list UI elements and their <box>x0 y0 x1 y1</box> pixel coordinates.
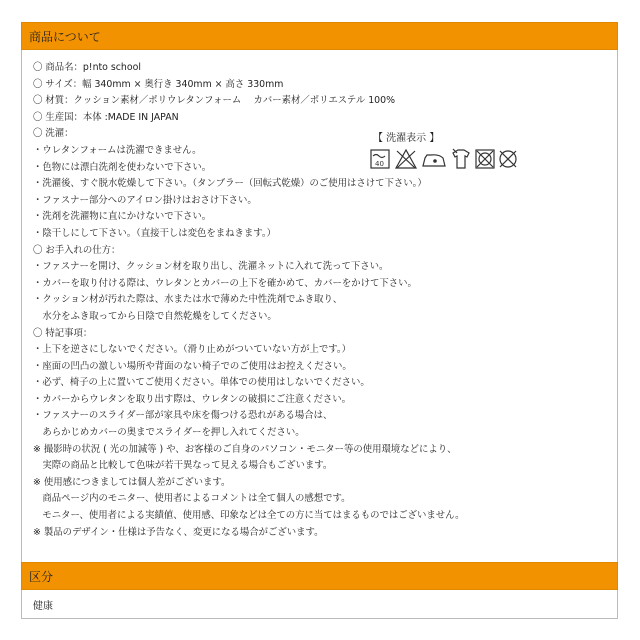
description-line: 〇 お手入れの仕方： <box>33 244 121 256</box>
description-line: ・必ず、椅子の上に置いてご使用ください。単体での使用はしないでください。 <box>33 377 370 389</box>
iron-icon <box>423 155 445 166</box>
description-line: ・洗濯後、すぐ脱水乾燥して下さい。（タンブラー（回転式乾燥）のご使用はさけて下さい。） <box>33 178 427 190</box>
wash-temp-label: 40 <box>375 160 384 168</box>
category-body <box>21 590 618 619</box>
description-line: 〇 洗濯： <box>33 128 74 140</box>
dry-shade-icon <box>453 149 469 168</box>
no-dry-clean-icon <box>500 151 516 167</box>
product-description <box>33 60 613 541</box>
description-line: 実際の商品と比較して色味が若干異なって見える場合もございます。 <box>33 460 333 472</box>
care-label-title: 【 洗濯表示 】 <box>373 133 440 144</box>
description-line: ・ファスナーのスライダー部が家具や床を傷つける恐れがある場合は、 <box>33 410 333 422</box>
no-tumble-dry-icon <box>476 150 494 168</box>
description-line: 〇 生産国：本体 :MADE IN JAPAN <box>33 111 179 123</box>
section-header-product: 商品について <box>21 22 618 50</box>
product-info-frame <box>21 22 618 619</box>
description-line: 〇 サイズ：幅 340mm × 奥行き 340mm × 高さ 330mm <box>33 78 284 90</box>
description-line: ・カバーを取り付ける際は、ウレタンとカバーの上下を確かめて、カバーをかけて下さい。 <box>33 277 417 289</box>
description-line: 〇 特記事項： <box>33 327 93 339</box>
section-header-category: 区分 <box>21 562 618 590</box>
description-line: ・ファスナー部分へのアイロン掛けはおさけ下さい。 <box>33 194 257 206</box>
description-line: ・洗剤を洗濯物に直にかけないで下さい。 <box>33 211 212 223</box>
description-line: ※ 撮影時の状況 ( 光の加減等 ) や、お客様のご自身のパソコン・モニター等の使用環境などにより、 <box>33 443 457 455</box>
description-line: あらかじめカバーの奥までスライダーを押し入れてください。 <box>33 427 305 439</box>
description-line: ・座面の凹凸の激しい場所や背面のない椅子でのご使用はお控えください。 <box>33 360 352 372</box>
description-line: モニター、使用者による実績値、使用感、印象などは全ての方に当てはまるものではございません。 <box>33 510 465 522</box>
description-line: ・クッション材が汚れた際は、水または水で薄めた中性洗剤でふき取り、 <box>33 294 343 306</box>
description-line: 〇 商品名：p!nto school <box>33 62 141 73</box>
description-line: ・ウレタンフォームは洗濯できません。 <box>33 144 202 156</box>
no-bleach-icon <box>396 150 416 168</box>
category-value: 健康 <box>33 601 53 612</box>
description-line: 水分をふき取ってから日陰で自然乾燥をしてください。 <box>33 310 277 322</box>
description-line: ・色物には漂白洗剤を使わないで下さい。 <box>33 161 212 173</box>
description-line: 商品ページ内のモニター、使用者によるコメントは全て個人の感想です。 <box>33 493 351 505</box>
description-line: ※ 製品のデザイン・仕様は予告なく、変更になる場合がございます。 <box>33 526 324 538</box>
care-icons <box>369 146 519 174</box>
care-symbols-svg <box>369 146 519 174</box>
description-line: ・陰干しにして下さい。（直接干しは変色をまねきます。） <box>33 227 276 239</box>
description-line: ・上下を逆さにしないでください。（滑り止めがついていない方が上です。） <box>33 344 351 356</box>
description-line: 〇 材質：クッション素材／ポリウレタンフォーム カバー素材／ポリエステル 100% <box>33 95 395 107</box>
description-line: ・カバーからウレタンを取り出す際は、ウレタンの破損にご注意ください。 <box>33 393 352 405</box>
description-line: ※ 使用感につきましては個人差がございます。 <box>33 476 231 488</box>
description-line: ・ファスナーを開け、クッション材を取り出し、洗濯ネットに入れて洗って下さい。 <box>33 261 389 273</box>
